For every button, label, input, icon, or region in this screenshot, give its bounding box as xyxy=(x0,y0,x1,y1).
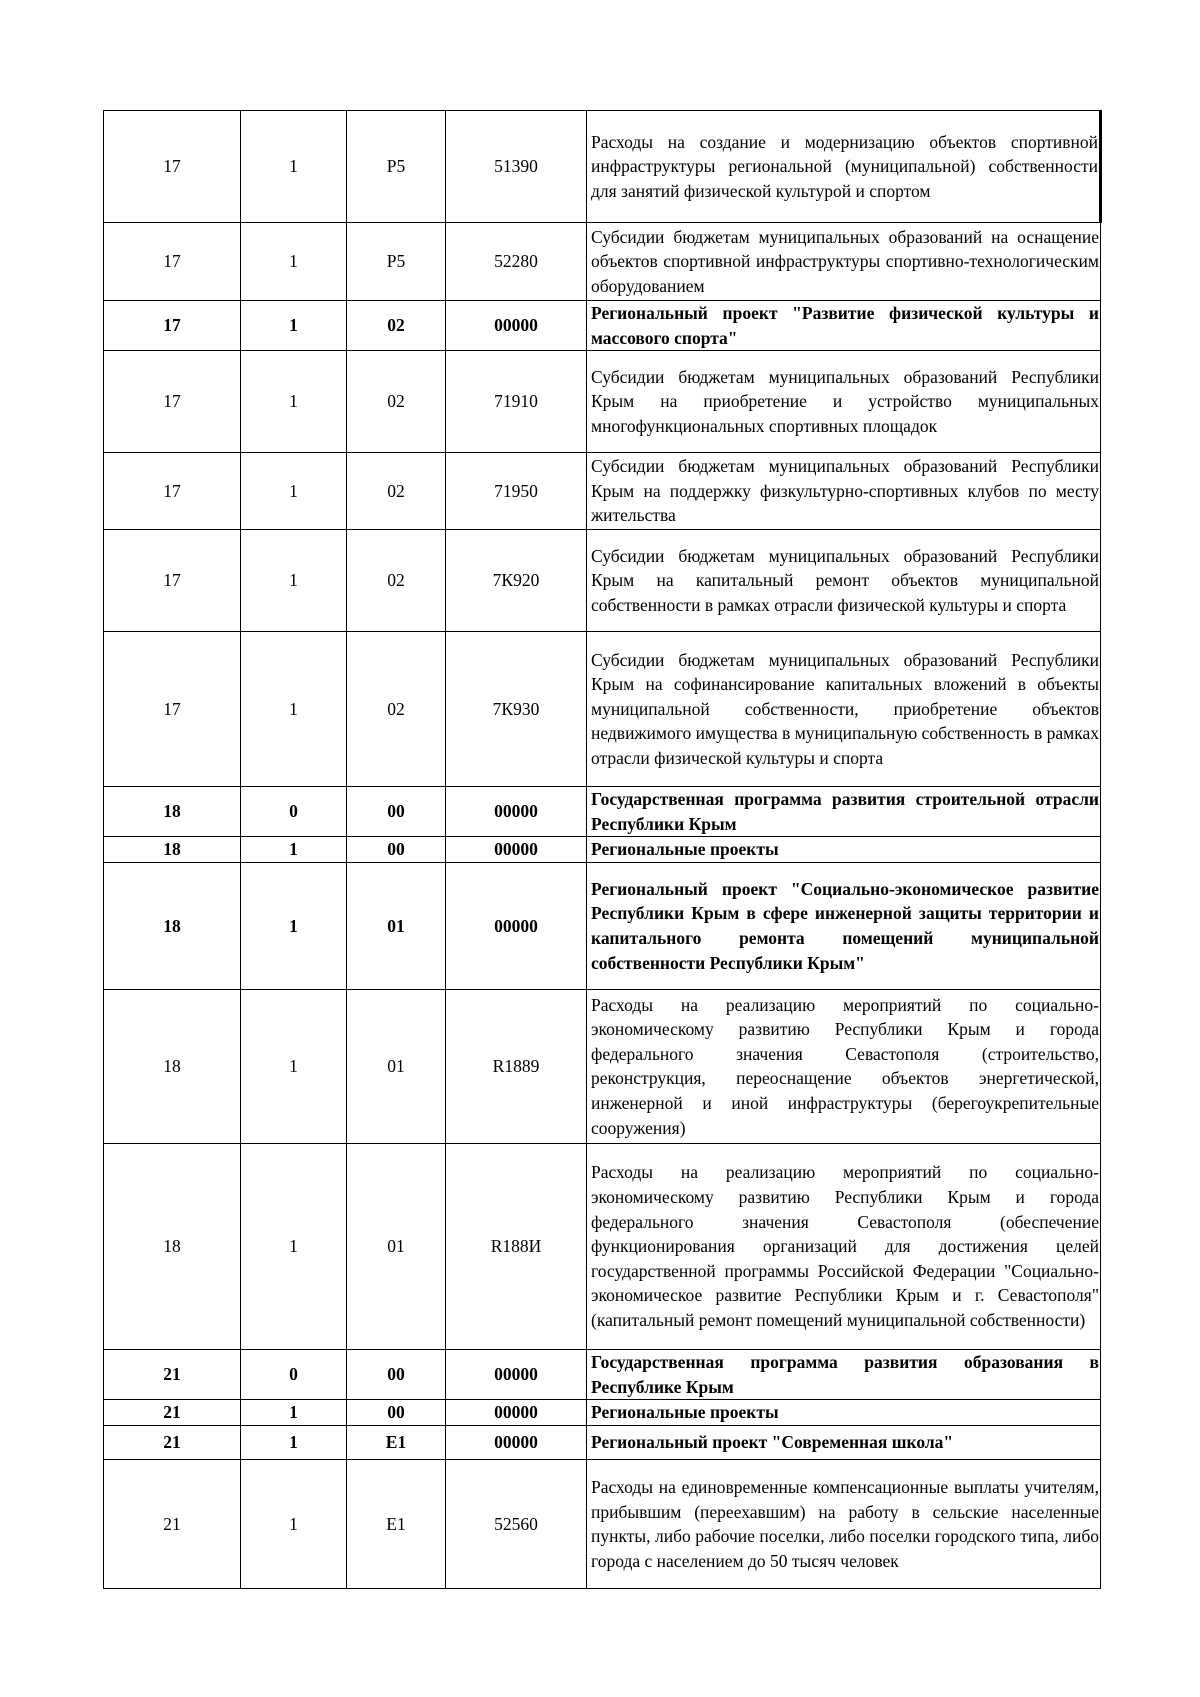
direction-code-cell: 7К930 xyxy=(446,632,587,787)
subprogram-code-cell: 1 xyxy=(241,1460,347,1589)
program-code-cell: 18 xyxy=(104,837,241,863)
description-cell: Субсидии бюджетам муниципальных образований Республики Крым на софинансирование капитальных вложений в объекты муниципальной собственности, приобретение объектов недвижимого имущества в муниципальную собственность в рамках отрасли физической культуры и спорта xyxy=(587,632,1101,787)
project-code-cell: Е1 xyxy=(347,1426,446,1460)
description-cell: Региональный проект "Современная школа" xyxy=(587,1426,1101,1460)
project-code-cell: 00 xyxy=(347,1349,446,1399)
program-code-cell: 21 xyxy=(104,1349,241,1399)
direction-code-cell: R1889 xyxy=(446,989,587,1143)
table-row xyxy=(104,1349,1101,1399)
project-code-cell: P5 xyxy=(347,223,446,301)
program-code-cell: 18 xyxy=(104,862,241,989)
description-cell: Региональный проект "Социально-экономическое развитие Республики Крым в сфере инженерной защиты территории и капитального ремонта помещений муниципальной собственности Республики Крым" xyxy=(587,862,1101,989)
subprogram-code-cell: 1 xyxy=(241,453,347,530)
project-code-cell: 01 xyxy=(347,989,446,1143)
subprogram-code-cell: 0 xyxy=(241,1349,347,1399)
description-cell: Субсидии бюджетам муниципальных образований Республики Крым на поддержку физкультурно-спортивных клубов по месту жительства xyxy=(587,453,1101,530)
program-code-cell: 21 xyxy=(104,1460,241,1589)
subprogram-code-cell: 1 xyxy=(241,223,347,301)
program-code-cell: 18 xyxy=(104,1143,241,1349)
program-code-cell: 17 xyxy=(104,301,241,351)
budget-codes-table xyxy=(103,110,1102,1589)
table-row xyxy=(104,862,1101,989)
table-row xyxy=(104,223,1101,301)
table-row xyxy=(104,351,1101,453)
direction-code-cell: 52280 xyxy=(446,223,587,301)
table-row xyxy=(104,530,1101,632)
program-code-cell: 17 xyxy=(104,351,241,453)
project-code-cell: Е1 xyxy=(347,1460,446,1589)
program-code-cell: 17 xyxy=(104,632,241,787)
direction-code-cell: 00000 xyxy=(446,1426,587,1460)
description-cell: Расходы на создание и модернизацию объектов спортивной инфраструктуры региональной (муниципальной) собственности для занятий физической культурой и спортом xyxy=(587,111,1101,223)
description-cell: Региональные проекты xyxy=(587,837,1101,863)
table-row xyxy=(104,1460,1101,1589)
subprogram-code-cell: 1 xyxy=(241,1400,347,1426)
table-row xyxy=(104,1426,1101,1460)
subprogram-code-cell: 1 xyxy=(241,862,347,989)
direction-code-cell: 51390 xyxy=(446,111,587,223)
direction-code-cell: 00000 xyxy=(446,1400,587,1426)
description-cell: Расходы на реализацию мероприятий по социально-экономическому развитию Республики Крым и города федерального значения Севастополя (строительство, реконструкция, переоснащение объектов энергетической, инженерной и иной инфраструктуры (берегоукрепительные сооружения) xyxy=(587,989,1101,1143)
table-row xyxy=(104,632,1101,787)
program-code-cell: 21 xyxy=(104,1426,241,1460)
description-cell: Субсидии бюджетам муниципальных образований на оснащение объектов спортивной инфраструктуры спортивно-технологическим оборудованием xyxy=(587,223,1101,301)
program-code-cell: 17 xyxy=(104,453,241,530)
description-cell: Государственная программа развития образования в Республике Крым xyxy=(587,1349,1101,1399)
direction-code-cell: 71910 xyxy=(446,351,587,453)
table-row xyxy=(104,989,1101,1143)
program-code-cell: 21 xyxy=(104,1400,241,1426)
project-code-cell: 02 xyxy=(347,301,446,351)
project-code-cell: 02 xyxy=(347,351,446,453)
subprogram-code-cell: 0 xyxy=(241,787,347,837)
project-code-cell: 01 xyxy=(347,862,446,989)
description-cell: Расходы на единовременные компенсационные выплаты учителям, прибывшим (переехавшим) на работу в сельские населенные пункты, либо рабочие поселки, либо поселки городского типа, либо города с населением до 50 тысяч человек xyxy=(587,1460,1101,1589)
description-cell: Расходы на реализацию мероприятий по социально-экономическому развитию Республики Крым и города федерального значения Севастополя (обеспечение функционирования организаций для достижения целей государственной программы Российской Федерации "Социально-экономическое развитие Республики Крым и г. Севастополя" (капитальный ремонт помещений муниципальной собственности) xyxy=(587,1143,1101,1349)
subprogram-code-cell: 1 xyxy=(241,351,347,453)
program-code-cell: 18 xyxy=(104,787,241,837)
program-code-cell: 17 xyxy=(104,111,241,223)
description-cell: Государственная программа развития строительной отрасли Республики Крым xyxy=(587,787,1101,837)
direction-code-cell: 00000 xyxy=(446,301,587,351)
subprogram-code-cell: 1 xyxy=(241,111,347,223)
subprogram-code-cell: 1 xyxy=(241,1426,347,1460)
direction-code-cell: 00000 xyxy=(446,1349,587,1399)
table-row xyxy=(104,111,1101,223)
table-row xyxy=(104,1400,1101,1426)
direction-code-cell: 00000 xyxy=(446,837,587,863)
description-cell: Субсидии бюджетам муниципальных образований Республики Крым на капитальный ремонт объектов муниципальной собственности в рамках отрасли физической культуры и спорта xyxy=(587,530,1101,632)
project-code-cell: 02 xyxy=(347,632,446,787)
table-row xyxy=(104,837,1101,863)
direction-code-cell: 71950 xyxy=(446,453,587,530)
table-row xyxy=(104,301,1101,351)
table-row xyxy=(104,453,1101,530)
subprogram-code-cell: 1 xyxy=(241,632,347,787)
project-code-cell: 02 xyxy=(347,530,446,632)
direction-code-cell: 00000 xyxy=(446,787,587,837)
program-code-cell: 18 xyxy=(104,989,241,1143)
direction-code-cell: 52560 xyxy=(446,1460,587,1589)
direction-code-cell: 00000 xyxy=(446,862,587,989)
project-code-cell: 00 xyxy=(347,787,446,837)
direction-code-cell: R188И xyxy=(446,1143,587,1349)
subprogram-code-cell: 1 xyxy=(241,1143,347,1349)
description-cell: Региональный проект "Развитие физической культуры и массового спорта" xyxy=(587,301,1101,351)
subprogram-code-cell: 1 xyxy=(241,989,347,1143)
description-cell: Региональные проекты xyxy=(587,1400,1101,1426)
direction-code-cell: 7К920 xyxy=(446,530,587,632)
project-code-cell: 02 xyxy=(347,453,446,530)
project-code-cell: 00 xyxy=(347,837,446,863)
project-code-cell: P5 xyxy=(347,111,446,223)
table-body xyxy=(104,111,1101,1589)
table-row xyxy=(104,787,1101,837)
project-code-cell: 01 xyxy=(347,1143,446,1349)
subprogram-code-cell: 1 xyxy=(241,301,347,351)
project-code-cell: 00 xyxy=(347,1400,446,1426)
table-row xyxy=(104,1143,1101,1349)
program-code-cell: 17 xyxy=(104,223,241,301)
subprogram-code-cell: 1 xyxy=(241,530,347,632)
program-code-cell: 17 xyxy=(104,530,241,632)
description-cell: Субсидии бюджетам муниципальных образований Республики Крым на приобретение и устройство муниципальных многофункциональных спортивных площадок xyxy=(587,351,1101,453)
subprogram-code-cell: 1 xyxy=(241,837,347,863)
